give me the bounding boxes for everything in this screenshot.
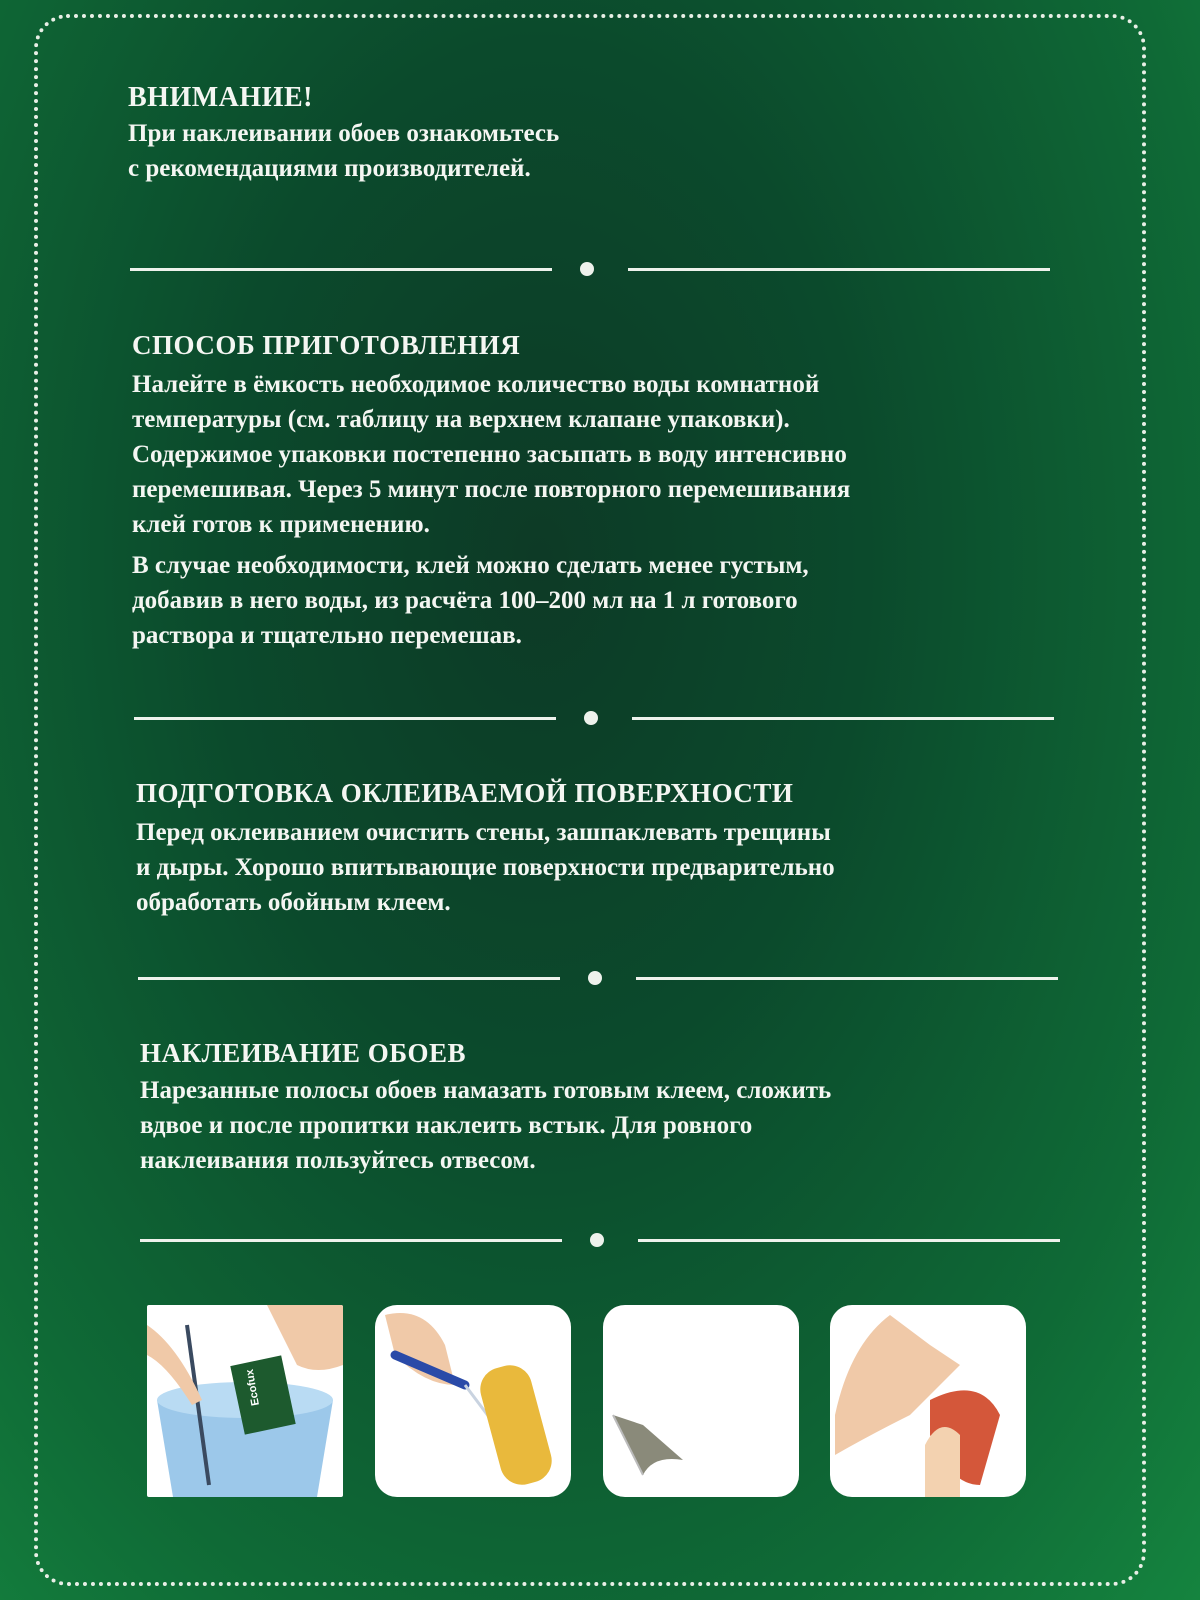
surface-title: ПОДГОТОВКА ОКЛЕИВАЕМОЙ ПОВЕРХНОСТИ [136, 778, 794, 808]
attention-line: с рекомендациями производителей. [128, 155, 531, 182]
wallpaper-image [603, 1305, 799, 1497]
preparation-line: Налейте в ёмкость необходимое количество воды комнатной [132, 371, 820, 398]
attention-title: ВНИМАНИЕ! [128, 82, 313, 113]
hanging-line: наклеивания пользуйтесь отвесом. [140, 1147, 536, 1174]
surface-line: и дыры. Хорошо впитывающие поверхности предварительно [136, 854, 835, 881]
preparation-title: СПОСОБ ПРИГОТОВЛЕНИЯ [132, 330, 521, 360]
preparation-line: температуры (см. таблицу на верхнем клапане упаковки). [132, 406, 790, 433]
hanging-line: Нарезанные полосы обоев намазать готовым клеем, сложить [140, 1077, 832, 1104]
hanging-line: вдвое и после пропитки наклеить встык. Для ровного [140, 1112, 753, 1139]
preparation-line: перемешивая. Через 5 минут после повторного перемешивания [132, 476, 851, 503]
preparation-line: раствора и тщательно перемешав. [132, 622, 522, 649]
preparation-line: В случае необходимости, клей можно сделать менее густым, [132, 552, 809, 579]
roller-image [375, 1305, 571, 1497]
hanging-section [140, 1038, 831, 1178]
mixing-glue-image [147, 1305, 343, 1497]
attention-section [128, 82, 559, 186]
preparation-line: клей готов к применению. [132, 511, 430, 538]
preparation-line: добавив в него воды, из расчёта 100–200 мл на 1 л готового [132, 587, 798, 614]
preparation-section [132, 330, 850, 653]
smoothing-image [830, 1305, 1026, 1497]
section-divider [134, 708, 1054, 728]
attention-line: При наклеивании обоев ознакомьтесь [128, 120, 560, 147]
section-divider [140, 1230, 1060, 1250]
surface-section [136, 778, 835, 920]
surface-line: Перед оклеиванием очистить стены, зашпаклевать трещины [136, 819, 831, 846]
package-brand: Ecofux [243, 1368, 262, 1407]
surface-line: обработать обойным клеем. [136, 889, 451, 916]
section-divider [138, 968, 1058, 988]
preparation-line: Содержимое упаковки постепенно засыпать в воду интенсивно [132, 441, 847, 468]
section-divider [130, 259, 1050, 279]
hanging-title: НАКЛЕИВАНИЕ ОБОЕВ [140, 1038, 466, 1068]
